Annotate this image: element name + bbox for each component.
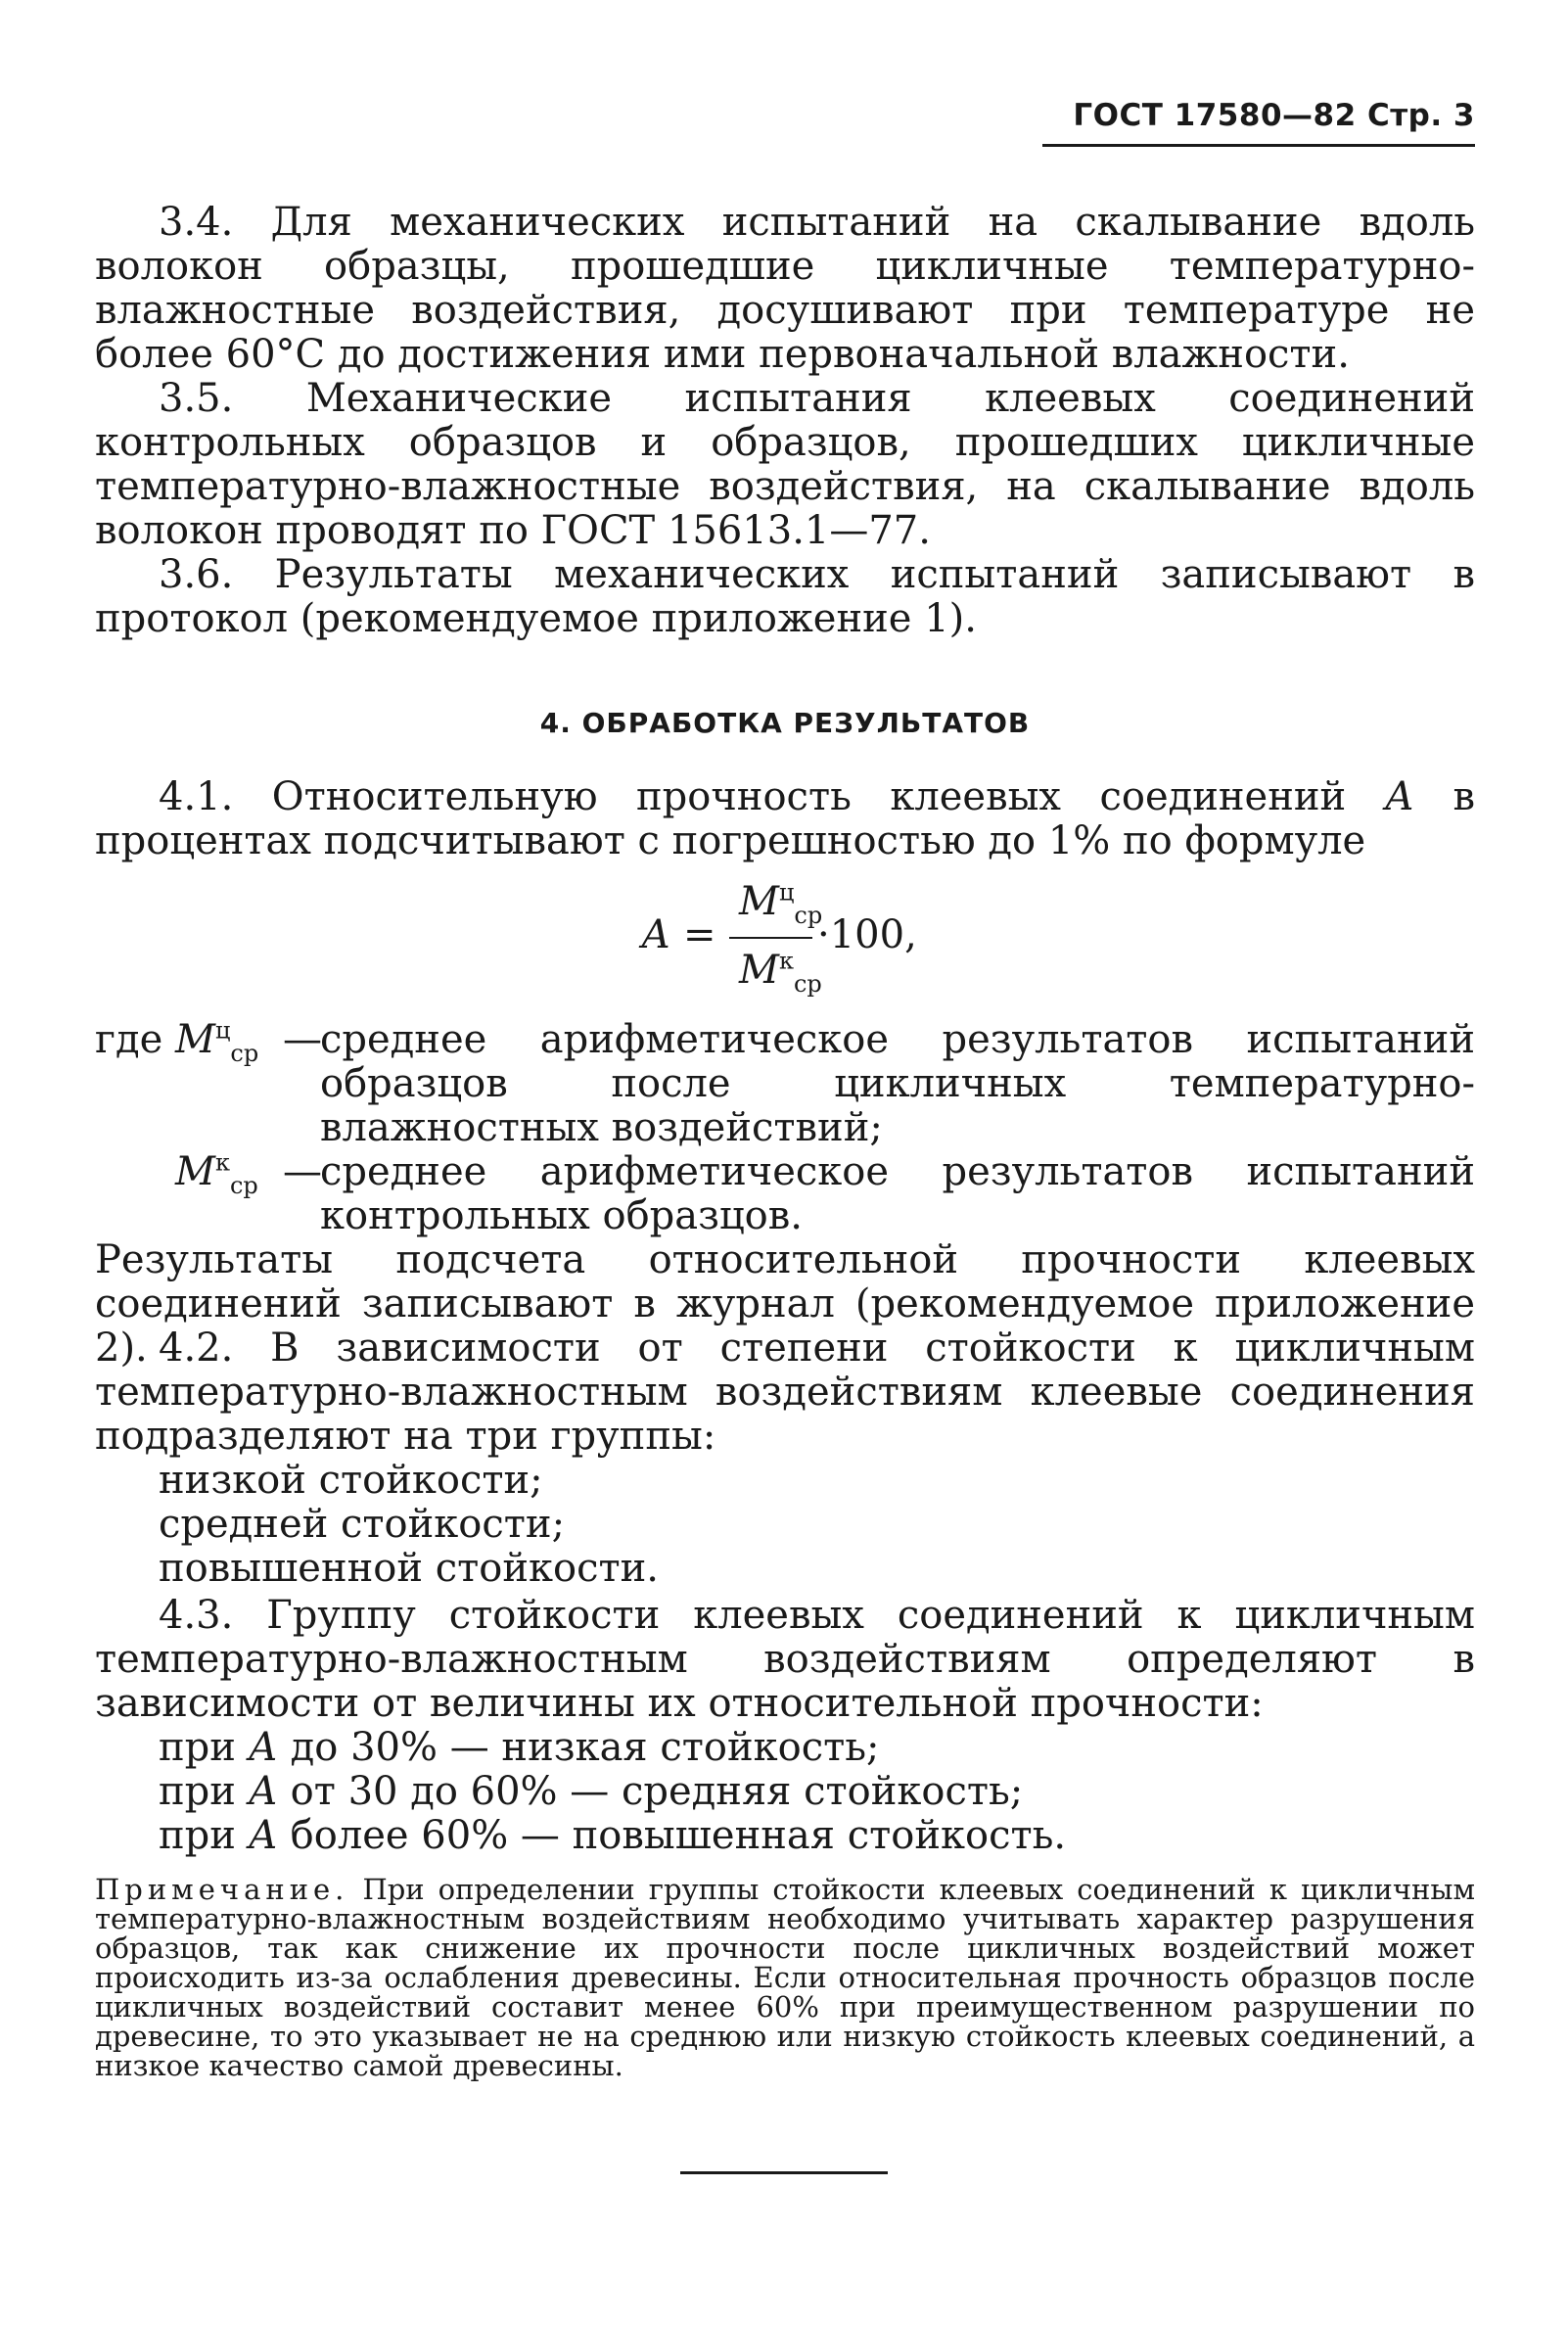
group-item-high: повышенной стойкости. bbox=[159, 1546, 659, 1591]
criterion-high: при А более 60% — повышенная стойкость. bbox=[159, 1813, 1067, 1858]
where-symbol-1: $М^ц_{ср}$ bbox=[175, 1016, 259, 1067]
fraction-bar bbox=[729, 937, 812, 939]
where-description-2: — среднее арифметическое результатов испытаний контрольных образцов. bbox=[283, 1149, 1475, 1238]
paragraph-results: Результаты подсчета относительной прочности клеевых соединений записывают в журнал (рекомендуемое приложение 2). bbox=[95, 1237, 1475, 1371]
footer-rule bbox=[680, 2171, 888, 2174]
where-symbol-2: $М^к_{ср}$ bbox=[175, 1148, 258, 1199]
formula-equals: = bbox=[683, 912, 716, 957]
p41-text-after: в процентах подсчитывают с погрешностью до 1% по формуле bbox=[95, 774, 1476, 863]
criterion-medium: при А от 30 до 60% — средняя стойкость; bbox=[159, 1769, 1024, 1814]
note-label: Примечание. bbox=[95, 1873, 349, 1906]
section-heading: 4. ОБРАБОТКА РЕЗУЛЬТАТОВ bbox=[539, 707, 1031, 739]
header-rule bbox=[1042, 144, 1475, 147]
p41-variable: А bbox=[1384, 774, 1414, 819]
formula-multiplier: ·100, bbox=[817, 912, 917, 957]
criterion-low: при А до 30% — низкая стойкость; bbox=[159, 1725, 880, 1770]
paragraph-4-1 bbox=[95, 775, 1475, 863]
note-text: При определении группы стойкости клеевых соединений к цикличным температурно-влажностным воздействиям необходимо учитывать характер разрушения образцов, так как снижение их прочности после цикличных воздействий может происходить из-за ослабления древесины. Если относительная прочность образцов после цикличных воздействий составит менее 60% при преимущественном разрушении по древесине, то это указывает не на среднюю или низкую стойкость клеевых соединений, а низкое качество самой древесины. bbox=[95, 1873, 1476, 2082]
group-item-medium: средней стойкости; bbox=[159, 1502, 566, 1547]
formula-lhs: А bbox=[641, 912, 671, 957]
where-description-1: — среднее арифметическое результатов испытаний образцов после цикличных температурно-влажностных воздействий; bbox=[283, 1017, 1475, 1150]
where-label: где bbox=[95, 1017, 163, 1062]
paragraph-3-6: 3.6. Результаты механических испытаний записывают в протокол (рекомендуемое приложение 1). bbox=[95, 552, 1475, 641]
formula-denominator: $М^к_{ср}$ bbox=[739, 947, 822, 998]
paragraph-3-4: 3.4. Для механических испытаний на скалывание вдоль волокон образцы, прошедшие цикличные температурно-влажностные воздействия, досушивают при температуре не более 60°С до достижения ими первоначальной влажности. bbox=[95, 200, 1475, 377]
formula-A bbox=[626, 861, 1018, 1008]
p41-text-before: 4.1. Относительную прочность клеевых соединений bbox=[159, 774, 1347, 819]
formula-numerator: $М^ц_{ср}$ bbox=[739, 878, 823, 929]
group-item-low: низкой стойкости; bbox=[159, 1458, 543, 1503]
page-header: ГОСТ 17580—82 Стр. 3 bbox=[1073, 98, 1475, 133]
note bbox=[95, 1875, 1475, 2080]
paragraph-3-5: 3.5. Механические испытания клеевых соединений контрольных образцов и образцов, прошедших цикличные температурно-влажностные воздействия, на скалывание вдоль волокон проводят по ГОСТ 15613.1—77. bbox=[95, 376, 1475, 553]
paragraph-4-3: 4.3. Группу стойкости клеевых соединений к цикличным температурно-влажностным воздействиям определяют в зависимости от величины их относительной прочности: bbox=[95, 1593, 1475, 1726]
paragraph-4-2: 4.2. В зависимости от степени стойкости к цикличным температурно-влажностным воздействиям клеевые соединения подразделяют на три группы: bbox=[95, 1326, 1475, 1459]
